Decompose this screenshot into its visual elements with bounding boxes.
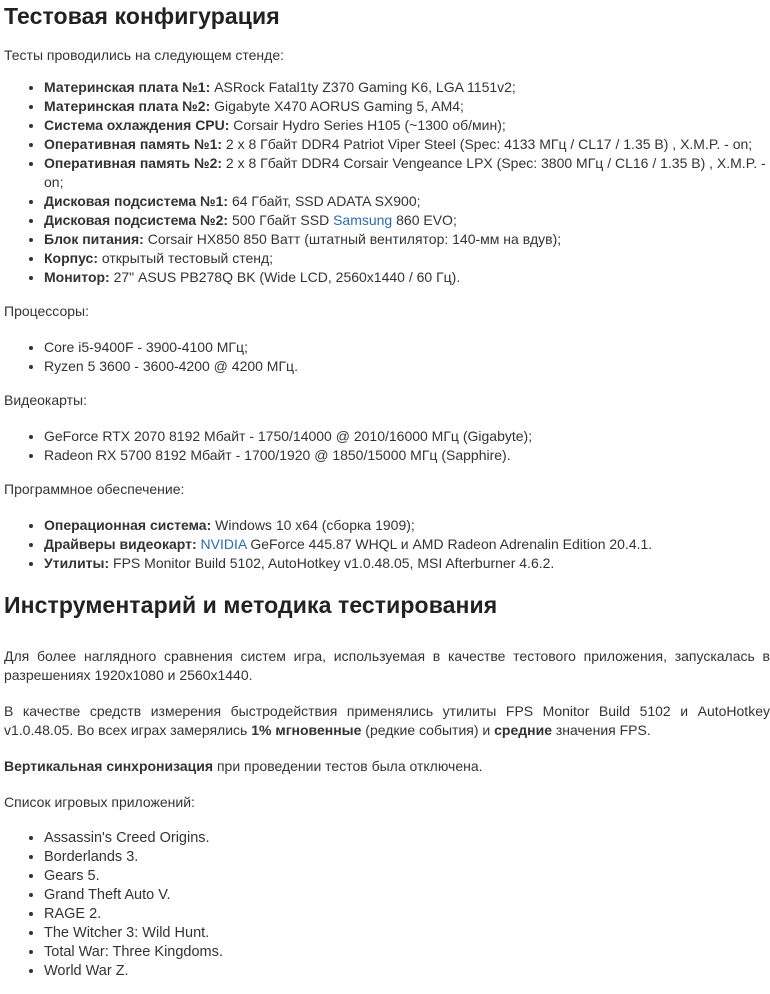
list-item: • Оперативная память №1: 2 x 8 Гбайт DDR4 Patriot Viper Steel (Spec: 4133 МГц / CL17 / 1.35 В) , X.M.P. - on; <box>44 135 770 154</box>
games-list <box>4 829 770 981</box>
item-label: Дисковая подсистема №2: <box>44 212 229 228</box>
item-label: Утилиты: <box>44 555 110 571</box>
list-item: • Gears 5. <box>44 867 770 886</box>
list-item: • RAGE 2. <box>44 905 770 924</box>
list-item: • Утилиты: FPS Monitor Build 5102, AutoHotkey v1.0.48.05, MSI Afterburner 4.6.2. <box>44 554 770 573</box>
item-label: Операционная система: <box>44 517 212 533</box>
list-item: • Assassin's Creed Origins. <box>44 829 770 848</box>
list-item: • Дисковая подсистема №2: 500 Гбайт SSD Samsung 860 EVO; <box>44 211 770 230</box>
section-title-methodology: Инструментарий и методика тестирования <box>4 592 498 618</box>
item-label: Оперативная память №2: <box>44 155 223 171</box>
item-label: Корпус: <box>44 250 98 266</box>
cpu-label: Процессоры: <box>4 303 89 319</box>
stand-intro: Тесты проводились на следующем стенде: <box>4 47 284 63</box>
nvidia-link[interactable]: NVIDIA <box>200 536 247 552</box>
methodology-paragraph-1: Для более наглядного сравнения систем игра, используемая в качестве тестового приложения, запускалась в разрешениях 1920x1080 и 2560x1440. <box>4 648 770 683</box>
list-item: • Grand Theft Auto V. <box>44 886 770 905</box>
list-item: • Монитор: 27" ASUS PB278Q BK (Wide LCD, 2560x1440 / 60 Гц). <box>44 268 770 287</box>
item-label: Драйверы видеокарт: <box>44 536 197 552</box>
list-item: • Драйверы видеокарт: NVIDIA GeForce 445.87 WHQL и AMD Radeon Adrenalin Edition 20.4.1. <box>44 535 770 554</box>
section-title-test-config: Тестовая конфигурация <box>4 3 280 29</box>
methodology-paragraph-2: В качестве средств измерения быстродействия применялись утилиты FPS Monitor Build 5102 и AutoHotkey v1.0.48.05. Во всех играх замерялись 1% мгновенные (редкие события) и средние значения FPS. <box>4 703 770 738</box>
list-item: • Дисковая подсистема №1: 64 Гбайт, SSD ADATA SX900; <box>44 192 770 211</box>
games-label: Список игровых приложений: <box>4 794 195 810</box>
software-list <box>4 516 770 573</box>
list-item: • Оперативная память №2: 2 x 8 Гбайт DDR4 Corsair Vengeance LPX (Spec: 3800 МГц / CL16 / 1.35 В) , X.M.P. - on; <box>44 154 770 192</box>
list-item: • Операционная система: Windows 10 x64 (сборка 1909); <box>44 516 770 535</box>
list-item: • Total War: Three Kingdoms. <box>44 943 770 962</box>
cpu-list <box>4 338 770 376</box>
vsync-paragraph: Вертикальная синхронизация при проведении тестов была отключена. <box>4 758 483 774</box>
item-label: Материнская плата №2: <box>44 98 211 114</box>
item-label: Блок питания: <box>44 231 144 247</box>
item-label: Оперативная память №1: <box>44 136 223 152</box>
gpu-label: Видеокарты: <box>4 392 87 408</box>
list-item: • Core i5-9400F - 3900-4100 МГц; <box>44 338 770 357</box>
list-item: • Ryzen 5 3600 - 3600-4200 @ 4200 МГц. <box>44 357 770 376</box>
list-item: • Блок питания: Corsair HX850 850 Ватт (штатный вентилятор: 140-мм на вдув); <box>44 230 770 249</box>
item-label: Система охлаждения CPU: <box>44 117 230 133</box>
list-item: • Borderlands 3. <box>44 848 770 867</box>
gpu-list <box>4 427 770 465</box>
list-item: • Radeon RX 5700 8192 Мбайт - 1700/1920 @ 1850/15000 МГц (Sapphire). <box>44 446 770 465</box>
item-label: Материнская плата №1: <box>44 79 211 95</box>
stand-list <box>4 78 770 287</box>
software-label: Программное обеспечение: <box>4 481 185 497</box>
list-item: • Корпус: открытый тестовый стенд; <box>44 249 770 268</box>
list-item: • Материнская плата №1: ASRock Fatal1ty Z370 Gaming K6, LGA 1151v2; <box>44 78 770 97</box>
list-item: • Материнская плата №2: Gigabyte X470 AORUS Gaming 5, AM4; <box>44 97 770 116</box>
list-item: • Система охлаждения CPU: Corsair Hydro Series H105 (~1300 об/мин); <box>44 116 770 135</box>
list-item: • GeForce RTX 2070 8192 Мбайт - 1750/14000 @ 2010/16000 МГц (Gigabyte); <box>44 427 770 446</box>
list-item: • World War Z. <box>44 962 770 981</box>
list-item: • The Witcher 3: Wild Hunt. <box>44 924 770 943</box>
item-label: Монитор: <box>44 269 110 285</box>
samsung-link[interactable]: Samsung <box>333 212 393 228</box>
item-label: Дисковая подсистема №1: <box>44 193 229 209</box>
